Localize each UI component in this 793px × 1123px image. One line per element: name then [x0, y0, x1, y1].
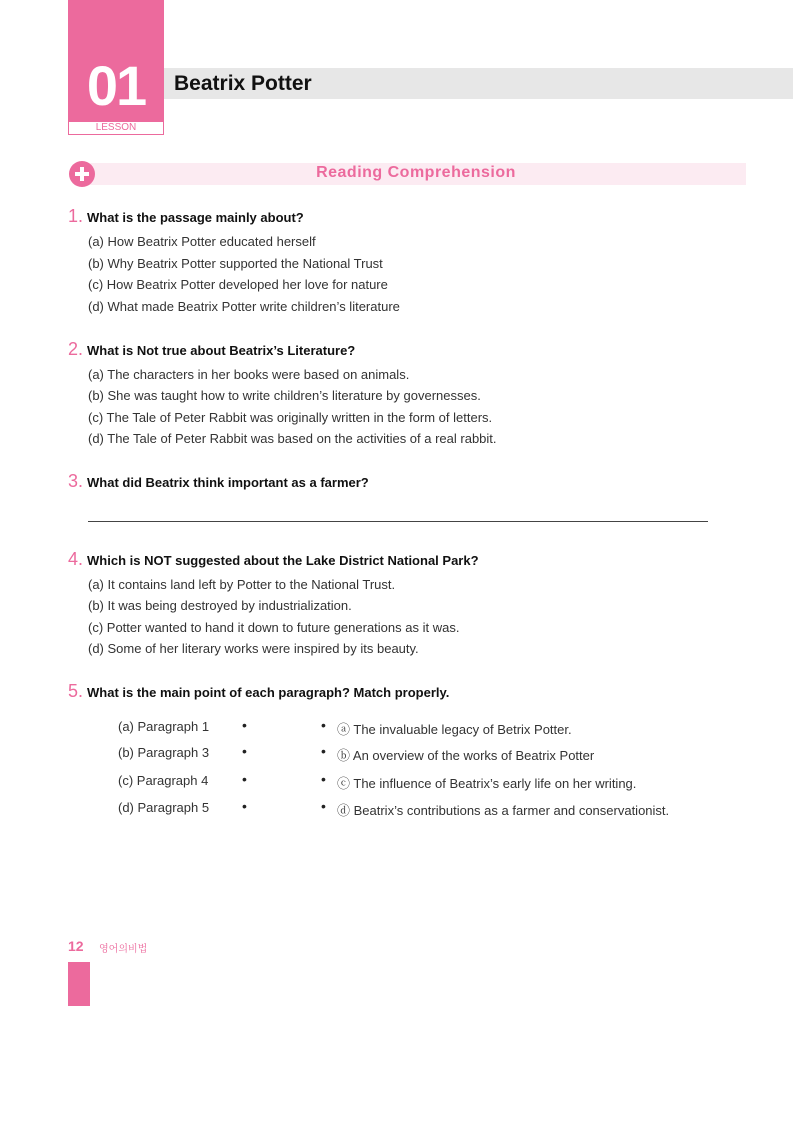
option-4b[interactable]: (b) It was being destroyed by industrialization. [88, 598, 352, 613]
option-2c[interactable]: (c) The Tale of Peter Rabbit was originally written in the form of letters. [88, 410, 493, 425]
match-dot-right[interactable]: • [321, 798, 326, 814]
title-bar [164, 68, 793, 99]
section-title: Reading Comprehension [316, 164, 516, 181]
match-right-item: ⓓ Beatrix’s contributions as a farmer and conservationist. [337, 803, 670, 818]
question-number: 2. [68, 339, 84, 359]
question-text: What is the main point of each paragraph? Match properly. [87, 685, 450, 700]
option-2a[interactable]: (a) The characters in her books were based on animals. [88, 367, 410, 382]
page-number: 12 [68, 938, 84, 954]
question-4 [68, 549, 479, 570]
page-tab [68, 962, 90, 1006]
answer-line[interactable] [88, 521, 708, 522]
page-title: Beatrix Potter [174, 72, 312, 95]
match-dot-left[interactable]: • [242, 743, 247, 759]
book-title: 영어의비법 [99, 944, 148, 955]
option-2d[interactable]: (d) The Tale of Peter Rabbit was based on the activities of a real rabbit. [88, 431, 497, 446]
match-right-item: ⓒ The influence of Beatrix’s early life on her writing. [337, 776, 637, 791]
option-4a[interactable]: (a) It contains land left by Potter to the National Trust. [88, 577, 396, 592]
question-number: 5. [68, 681, 84, 701]
match-right-item: ⓑ An overview of the works of Beatrix Potter [337, 748, 595, 763]
option-4d[interactable]: (d) Some of her literary works were inspired by its beauty. [88, 641, 419, 656]
match-dot-right[interactable]: • [321, 771, 326, 787]
question-1 [68, 206, 304, 227]
option-4c[interactable]: (c) Potter wanted to hand it down to future generations as it was. [88, 620, 460, 635]
section-header [86, 163, 746, 185]
match-left-item: (c) Paragraph 4 [118, 773, 209, 788]
option-1b[interactable]: (b) Why Beatrix Potter supported the National Trust [88, 256, 383, 271]
match-left-item: (d) Paragraph 5 [118, 800, 210, 815]
question-text: What is the passage mainly about? [87, 210, 304, 225]
match-dot-left[interactable]: • [242, 798, 247, 814]
match-dot-right[interactable]: • [321, 717, 326, 733]
question-3 [68, 471, 369, 492]
question-2 [68, 339, 355, 360]
option-1a[interactable]: (a) How Beatrix Potter educated herself [88, 234, 316, 249]
match-left-item: (b) Paragraph 3 [118, 745, 210, 760]
option-1d[interactable]: (d) What made Beatrix Potter write children’s literature [88, 299, 400, 314]
lesson-number: 01 [86, 54, 146, 117]
question-number: 1. [68, 206, 84, 226]
question-5 [68, 681, 449, 702]
question-text: What did Beatrix think important as a farmer? [87, 475, 369, 490]
lesson-badge [68, 0, 164, 122]
option-2b[interactable]: (b) She was taught how to write children’s literature by governesses. [88, 388, 481, 403]
lesson-label: LESSON [68, 122, 164, 135]
match-right-item: ⓐ The invaluable legacy of Betrix Potter. [337, 722, 572, 737]
match-left-item: (a) Paragraph 1 [118, 719, 210, 734]
option-1c[interactable]: (c) How Beatrix Potter developed her love for nature [88, 277, 388, 292]
question-text: Which is NOT suggested about the Lake District National Park? [87, 553, 479, 568]
question-text: What is Not true about Beatrix’s Literature? [87, 343, 356, 358]
question-number: 4. [68, 549, 84, 569]
match-dot-left[interactable]: • [242, 717, 247, 733]
question-number: 3. [68, 471, 84, 491]
match-dot-left[interactable]: • [242, 771, 247, 787]
match-dot-right[interactable]: • [321, 743, 326, 759]
plus-circle-icon [68, 160, 96, 188]
